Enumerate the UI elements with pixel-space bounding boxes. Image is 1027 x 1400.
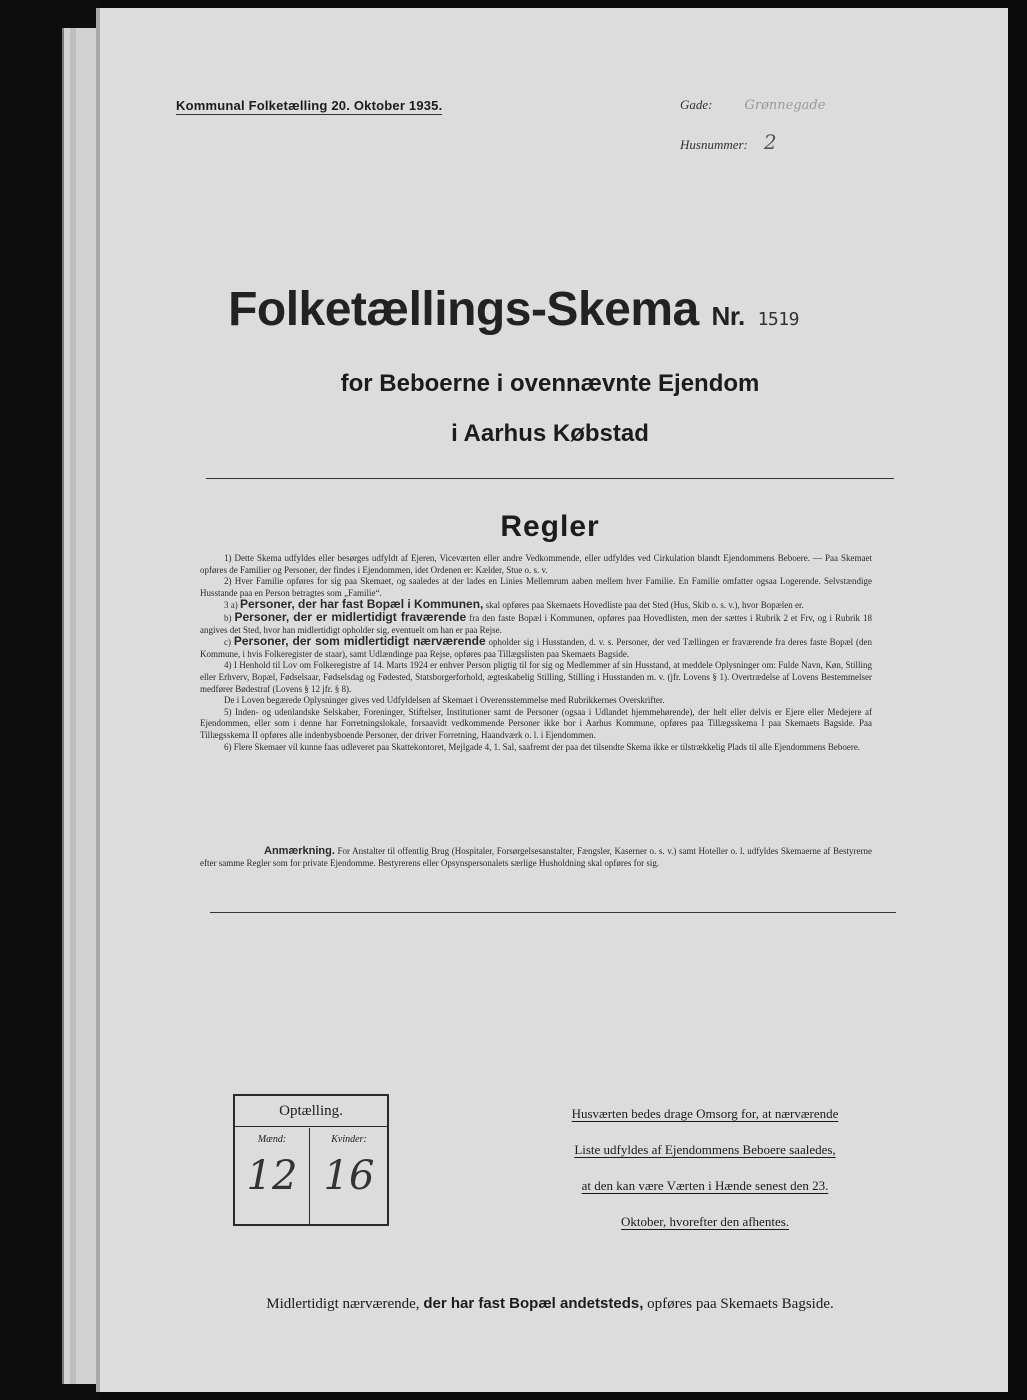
notice-line-2: Liste udfyldes af Ejendommens Beboere saaledes, <box>574 1142 836 1157</box>
rule-3c-heading: Personer, der som midlertidigt nærværende <box>233 634 486 649</box>
subtitle-town: i Aarhus Købstad <box>451 420 649 447</box>
notice-line-3: at den kan være Værten i Hænde senest den 23. <box>581 1178 829 1193</box>
binding-fold <box>70 28 76 1384</box>
rule-3a-text: skal opføres paa Skemaets Hovedliste paa det Sted (Hus, Skib o. s. v.), hvor Bopælen er. <box>485 600 804 611</box>
street-row <box>680 96 825 114</box>
notice-line-1: Husværten bedes drage Omsorg for, at nærværende <box>571 1106 839 1121</box>
house-label: Husnummer: <box>680 137 748 152</box>
footer-part-3: opføres paa Skemaets Bagside. <box>647 1296 834 1312</box>
rules-divider <box>210 912 896 913</box>
annotation-heading: Anmærkning. <box>264 845 335 857</box>
rule-3b-heading: Personer, der er midlertidigt fraværende <box>234 609 467 624</box>
rule-3c <box>200 636 872 660</box>
title-divider <box>206 478 894 479</box>
annotation-text: For Anstalter til offentlig Brug (Hospitaler, Forsørgelsesanstalter, Fængsler, Kaserner o. s. v.) samt Hoteller o. l. udfyldes Skemaerne af Bestyrerne efter samme Regler som for private Ejendomme. Bestyrerens eller Opsynspersonalets særlige Husholdning skal opføres for sig. <box>200 846 873 868</box>
rules-text <box>200 553 872 753</box>
notice-line-4: Oktober, hvorefter den afhentes. <box>620 1214 790 1229</box>
count-women-column <box>311 1128 387 1224</box>
title-nr-label: Nr. <box>711 301 745 331</box>
subtitle-residents: for Beboerne i ovennævnte Ejendom <box>340 370 760 397</box>
form-title <box>0 282 1027 337</box>
page-edge <box>96 8 100 1392</box>
count-men-column <box>235 1128 310 1224</box>
rule-5: 5) Inden- og udenlandske Selskaber, Foreninger, Stiftelser, Institutioner samt de Personer (ogsaa i Udlandet hjemmehørende), der helt eller delvis er Ejere eller Medejere af Ejendommen, eller som i denne har Forretningslokale, forsaavidt vedkommende Personer ikke bor i Aarhus Kommune, opføres paa Tillægsskema I paa Skemaets Bagside. Paa Tillægsskema II opføres alle indenbysboende Personer, der driver Forretning, Haandværk o. l. i Ejendommen. <box>200 706 872 740</box>
count-title: Optælling. <box>235 1096 387 1127</box>
rules-heading: Regler <box>500 510 600 543</box>
rule-3a-heading: Personer, der har fast Bopæl i Kommunen, <box>240 597 484 612</box>
title-nr-value: 1519 <box>757 309 799 330</box>
count-women-value: 16 <box>323 1153 375 1199</box>
house-value: 2 <box>763 130 777 154</box>
count-box <box>233 1094 389 1226</box>
count-men-value: 12 <box>246 1153 298 1199</box>
rule-3c-text: opholder sig i Husstanden, d. v. s. Personer, der ved Tællingen er fraværende fra deres faste Bopæl (den Kommune, i hvis Folkeregister de staar), samt Udlændinge paa Rejse, opføres paa Tillægslisten paa Skemaets Bagside. <box>200 637 873 659</box>
rule-3b-text: fra den faste Bopæl i Kommunen, opføres paa Hovedlisten, men der sættes i Rubrik 2 et Frv, og i Rubrik 18 angives det Sted, hvor han midlertidigt opholder sig, eventuelt om han er paa Rejse. <box>200 612 873 635</box>
street-label: Gade: <box>680 97 713 112</box>
count-men-label: Mænd: <box>257 1134 287 1145</box>
rule-1: 1) Dette Skema udfyldes eller besørges udfyldt af Ejeren, Viceværten eller andre Vedkommende, eller udfyldes ved Cirkulation blandt Ejendommens Beboere. — Paa Skemaet opføres de Familier og Personer, der findes i Ejendommen, idet Ordenen er: Kælder, Stue o. s. v. <box>200 553 872 575</box>
landlord-notice <box>538 1096 872 1240</box>
count-women-label: Kvinder: <box>331 1134 367 1145</box>
rule-4: 4) I Henhold til Lov om Folkeregistre af 14. Marts 1924 er enhver Person pligtig til for sig og Medlemmer af sin Husstand, at meddele Oplysninger om: Fulde Navn, Køn, Stilling eller Erhverv, Bopæl, Fødselsaar, Fødselsdag og Fødested, Statsborgerforhold, ægteskabelig Stilling, Stilling i Husstanden m. v. (jfr. Lovens § 1). Overtrædelse af Lovens Bestemmelser medfører Bødestraf (Lovens § 12 jfr. § 8). <box>200 660 872 694</box>
annotation-note <box>200 846 872 869</box>
rule-6: 6) Flere Skemaer vil kunne faas udleveret paa Skattekontoret, Mejlgade 4, 1. Sal, saafremt der paa det tilsendte Skema ikke er tilstrækkelig Plads til alle Ejendommens Beboere. <box>224 741 861 752</box>
rule-2: 2) Hver Familie opføres for sig paa Skemaet, og saaledes at der lades en Linies Mellemrum aaben mellem hver Familie. En Familie omfatter ogsaa Logerende. Selvstændige Husstande paa en Person betragtes som „Familie“. <box>200 576 872 598</box>
census-header: Kommunal Folketælling 20. Oktober 1935. <box>176 98 443 113</box>
rule-4b: De i Loven begærede Oplysninger gives ved Udfyldelsen af Skemaet i Overensstemmelse med Rubrikkernes Overskrifter. <box>224 695 665 706</box>
title-main: Folketællings-Skema <box>228 283 699 336</box>
street-value: Grønnegade <box>744 98 826 113</box>
rule-3c-number: c) <box>224 637 231 648</box>
rule-3a-number: 3 a) <box>224 600 238 611</box>
footer-part-2: der har fast Bopæl andetsteds, <box>423 1295 644 1312</box>
footer-note <box>0 1295 1027 1313</box>
rule-3b-number: b) <box>224 612 232 623</box>
house-row <box>680 130 777 154</box>
rule-3b <box>200 609 873 636</box>
footer-part-1: Midlertidigt nærværende, <box>266 1296 420 1312</box>
